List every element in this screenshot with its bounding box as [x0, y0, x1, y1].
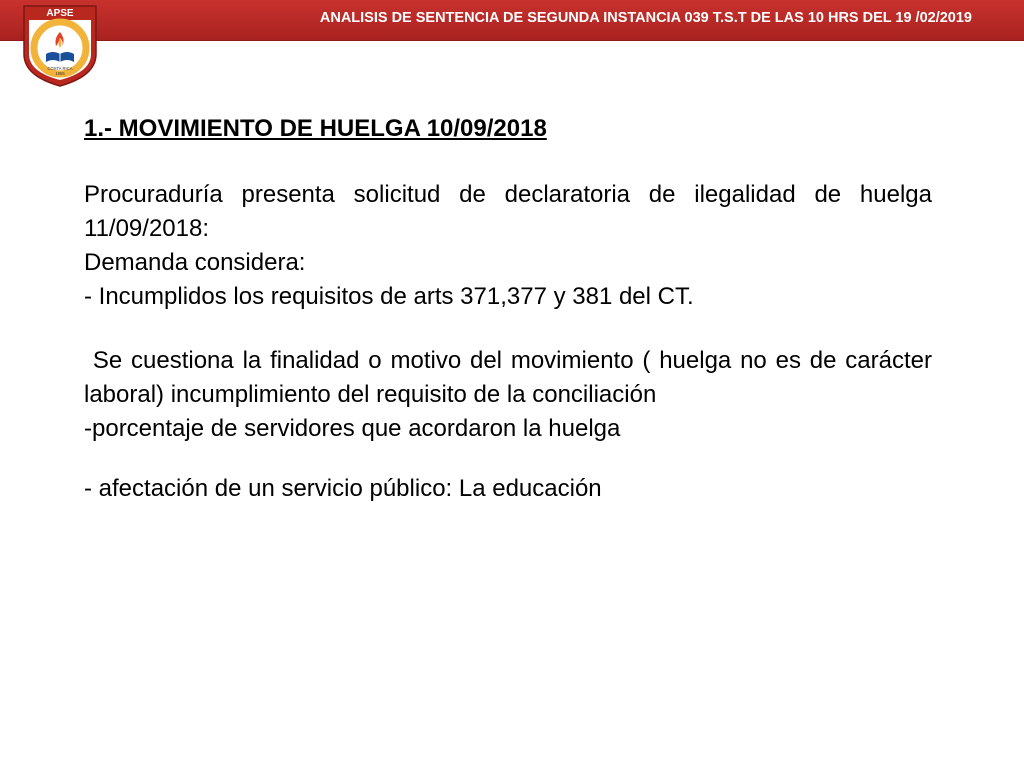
svg-text:1955: 1955 — [55, 71, 65, 76]
paragraph-finalidad: Se cuestiona la finalidad o motivo del movimiento ( huelga no es de carácter laboral) incumplimiento del requisito de la conciliación — [84, 347, 939, 408]
paragraph-demanda: Demanda considera: — [84, 249, 306, 276]
list-item-porcentaje: -porcentaje de servidores que acordaron la huelga — [84, 415, 621, 442]
svg-text:APSE: APSE — [46, 8, 74, 19]
paragraph-procuraduria: Procuraduría presenta solicitud de declaratoria de ilegalidad de huelga 11/09/2018: — [84, 181, 932, 242]
header-bar — [0, 0, 1024, 41]
apse-logo-icon — [20, 2, 100, 88]
section-heading: 1.- MOVIMIENTO DE HUELGA 10/09/2018 — [84, 115, 547, 142]
list-item-requisitos: - Incumplidos los requisitos de arts 371,377 y 381 del CT. — [84, 283, 694, 310]
svg-text:COSTA RICA: COSTA RICA — [47, 66, 73, 71]
slide-title: ANALISIS DE SENTENCIA DE SEGUNDA INSTANCIA 039 T.S.T DE LAS 10 HRS DEL 19 /02/2019 — [319, 10, 972, 26]
list-item-afectacion: - afectación de un servicio público: La educación — [84, 475, 602, 502]
slide-content — [84, 112, 939, 506]
